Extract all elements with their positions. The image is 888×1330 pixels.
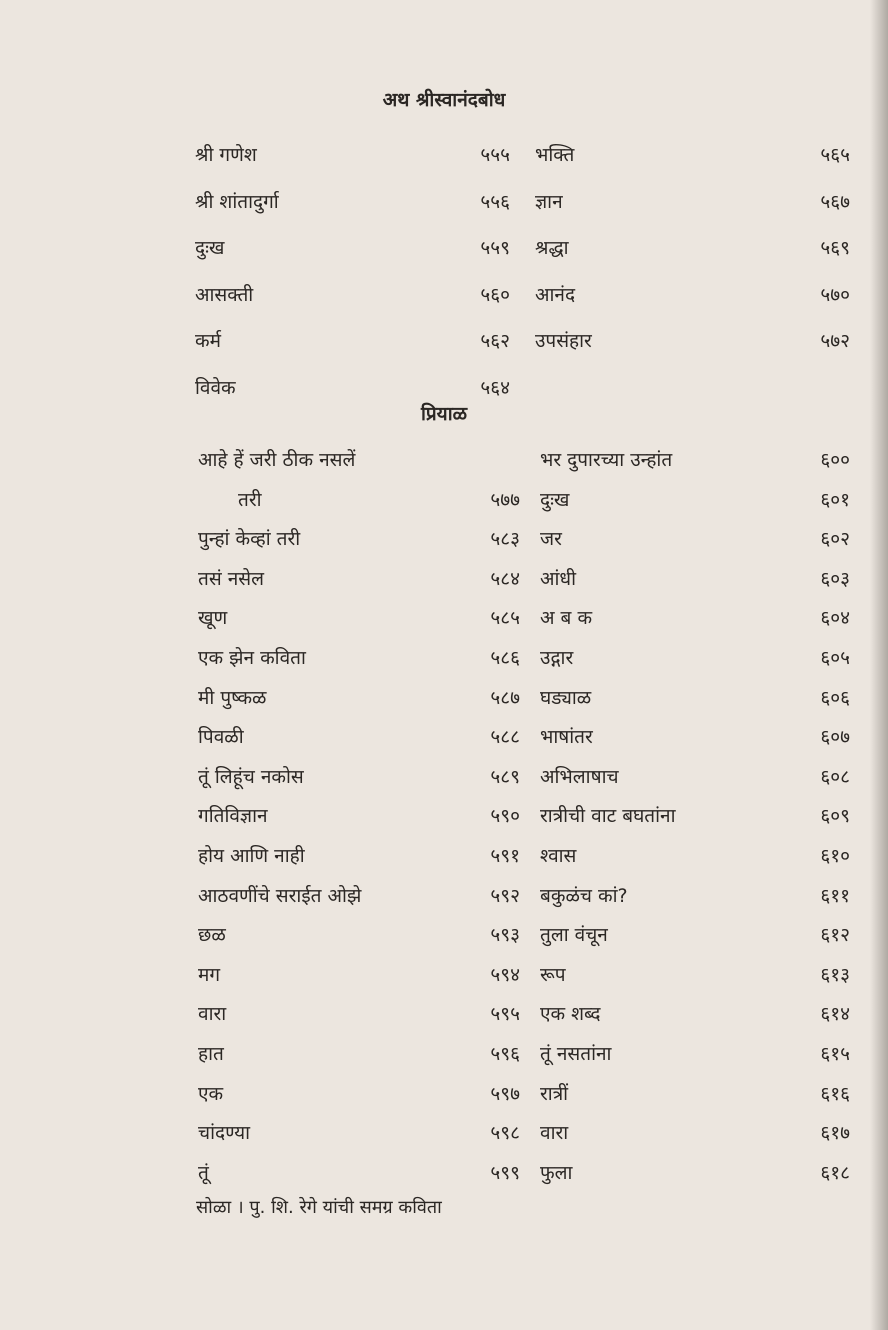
toc-row xyxy=(0,681,888,715)
toc-row xyxy=(0,138,888,172)
page-number-left: ५६० xyxy=(480,283,510,306)
entry-title-left: कर्म xyxy=(195,330,221,352)
entry-title-right: अभिलाषाच xyxy=(540,765,619,788)
entry-title-right: तुला वंचून xyxy=(540,924,608,947)
entry-title-left: आठवणींचे सराईत ओझे xyxy=(198,884,362,907)
entry-title-right: अ ब क xyxy=(540,607,593,630)
toc-row xyxy=(0,839,888,873)
toc-row xyxy=(0,278,888,312)
entry-title-left: विवेक xyxy=(195,376,236,399)
entry-title-left: पुन्हां केव्हां तरी xyxy=(198,528,301,551)
entry-title-right: उद्गार xyxy=(540,647,574,669)
page-number-left: ५९७ xyxy=(490,1082,520,1105)
toc-row xyxy=(0,443,888,477)
entry-title-right: दुःख xyxy=(540,488,570,511)
page-number-left: ५९४ xyxy=(490,963,520,986)
page-number-right: ६१२ xyxy=(820,924,850,947)
page-number-left: ५९६ xyxy=(490,1043,520,1065)
entry-title-left: एक xyxy=(198,1082,224,1105)
entry-title-right: श्वास xyxy=(540,845,577,867)
entry-title-left: मी पुष्कळ xyxy=(198,686,267,709)
page-number-left: ५५५ xyxy=(480,144,510,166)
page-number-left: ५५६ xyxy=(480,190,510,213)
toc-row xyxy=(0,601,888,635)
entry-title-left: आसक्ती xyxy=(195,283,254,306)
toc-row xyxy=(0,958,888,992)
entry-title-right: वारा xyxy=(540,1122,569,1145)
page-number-right: ६०९ xyxy=(820,805,850,828)
toc-row xyxy=(0,185,888,219)
page-number-left: ५८६ xyxy=(490,647,520,669)
page-number-right: ६०४ xyxy=(820,607,850,630)
entry-title-right: घड्याळ xyxy=(540,686,592,709)
toc-row xyxy=(0,483,888,517)
entry-title-left: होय आणि नाही xyxy=(198,845,305,867)
entry-title-right: एक शब्द xyxy=(540,1003,601,1026)
page-number-right: ६१६ xyxy=(820,1082,850,1105)
page-number-left: ५५९ xyxy=(480,237,510,259)
toc-row xyxy=(0,799,888,833)
entry-title-right: ज्ञान xyxy=(535,190,563,213)
entry-title-right: रूप xyxy=(540,963,566,986)
page-number-right: ६१७ xyxy=(820,1122,850,1145)
toc-row xyxy=(0,879,888,913)
section-title-2: प्रियाळ xyxy=(420,403,468,425)
page-number-right: ६०३ xyxy=(820,567,850,590)
entry-title-right: फुला xyxy=(540,1161,573,1184)
entry-title-left: खूण xyxy=(198,607,228,630)
page-number-right: ६०७ xyxy=(820,726,850,749)
page-number-left: ५९० xyxy=(490,805,520,828)
entry-title-right: जर xyxy=(540,528,562,551)
page-number-left: ५८९ xyxy=(490,765,520,788)
toc-row xyxy=(0,720,888,754)
entry-title-right: भर दुपारच्या उन्हांत xyxy=(540,449,673,471)
page-number-right: ६०२ xyxy=(820,528,850,551)
toc-row xyxy=(0,918,888,952)
entry-title-right: आंधी xyxy=(540,567,577,590)
entry-title-left: तूं लिहूंच नकोस xyxy=(198,765,304,788)
entry-title-left: श्री शांतादुर्गा xyxy=(195,190,279,213)
toc-row xyxy=(0,1116,888,1150)
page-number-right: ६१८ xyxy=(820,1161,850,1184)
page-number-left: ५९८ xyxy=(490,1122,520,1145)
entry-title-right: श्रद्धा xyxy=(535,237,569,259)
page-number-left: ५८७ xyxy=(490,686,520,709)
page-number-right: ६०० xyxy=(820,449,850,471)
page-number-right: ६१४ xyxy=(820,1003,850,1026)
toc-row xyxy=(0,231,888,265)
page-number-left: ५६४ xyxy=(480,376,510,399)
page-number-right: ६०५ xyxy=(820,647,850,669)
page-number-right: ५६९ xyxy=(820,237,850,259)
entry-title-left: दुःख xyxy=(195,237,225,259)
entry-title-left: आहे हें जरी ठीक नसलें xyxy=(198,449,356,471)
entry-title-left: तसं नसेल xyxy=(198,567,264,590)
page-number-left: ५९९ xyxy=(490,1161,520,1184)
page-number-left: ५८३ xyxy=(490,528,520,551)
entry-title-right: रात्रीची वाट बघतांना xyxy=(540,805,676,828)
entry-title-right: रात्रीं xyxy=(540,1082,569,1105)
entry-title-left: छळ xyxy=(198,924,226,947)
entry-title-left: पिवळी xyxy=(198,726,244,749)
page-number-right: ६०८ xyxy=(820,765,850,788)
entry-title-left: तूं xyxy=(198,1161,209,1184)
toc-row xyxy=(0,324,888,358)
page-number-right: ६११ xyxy=(820,884,850,907)
page-number-left: ५९५ xyxy=(490,1003,520,1026)
entry-title-left: वारा xyxy=(198,1003,227,1026)
page-number-left: ५९३ xyxy=(490,924,520,947)
toc-row xyxy=(0,760,888,794)
entry-title-right: तूं नसतांना xyxy=(540,1043,612,1065)
page-number-left: ५६२ xyxy=(480,330,510,352)
page-number-right: ५६५ xyxy=(820,144,850,166)
page-number-left: ५७७ xyxy=(490,488,520,511)
toc-row xyxy=(0,562,888,596)
section-title-1: अथ श्रीस्वानंदबोध xyxy=(382,89,506,111)
toc-row xyxy=(0,641,888,675)
page-number-right: ५७२ xyxy=(820,330,850,352)
entry-title-left: एक झेन कविता xyxy=(198,647,306,669)
page-number-right: ६१० xyxy=(820,845,850,867)
page-number-left: ५९१ xyxy=(490,845,520,867)
entry-title-right: आनंद xyxy=(535,283,576,306)
page-number-left: ५८८ xyxy=(490,726,520,749)
entry-title-right: भक्ति xyxy=(535,144,575,166)
page-footer: सोळा । पु. शि. रेगे यांची समग्र कविता xyxy=(196,1197,442,1218)
page-number-right: ६१३ xyxy=(820,963,850,986)
entry-title-left: मग xyxy=(198,963,221,986)
page-number-left: ५९२ xyxy=(490,884,520,907)
page-number-right: ६०१ xyxy=(820,488,850,511)
page-number-left: ५८५ xyxy=(490,607,520,630)
entry-title-right: भाषांतर xyxy=(540,726,593,749)
page-number-right: ५७० xyxy=(820,283,850,306)
page-number-right: ६०६ xyxy=(820,686,850,709)
entry-title-left: चांदण्या xyxy=(198,1122,251,1145)
entry-title-left: श्री गणेश xyxy=(195,144,257,166)
page-number-right: ६१५ xyxy=(820,1043,850,1065)
toc-row xyxy=(0,522,888,556)
entry-title-right: उपसंहार xyxy=(535,330,592,352)
toc-row xyxy=(0,1077,888,1111)
page-number-right: ५६७ xyxy=(820,190,850,213)
toc-row xyxy=(0,1037,888,1071)
entry-title-left: तरी xyxy=(238,488,262,511)
entry-title-right: बकुळंच कां? xyxy=(540,884,628,907)
toc-row xyxy=(0,1156,888,1190)
toc-row xyxy=(0,997,888,1031)
entry-title-left: हात xyxy=(198,1043,224,1065)
entry-title-left: गतिविज्ञान xyxy=(198,805,268,828)
page-number-left: ५८४ xyxy=(490,567,520,590)
